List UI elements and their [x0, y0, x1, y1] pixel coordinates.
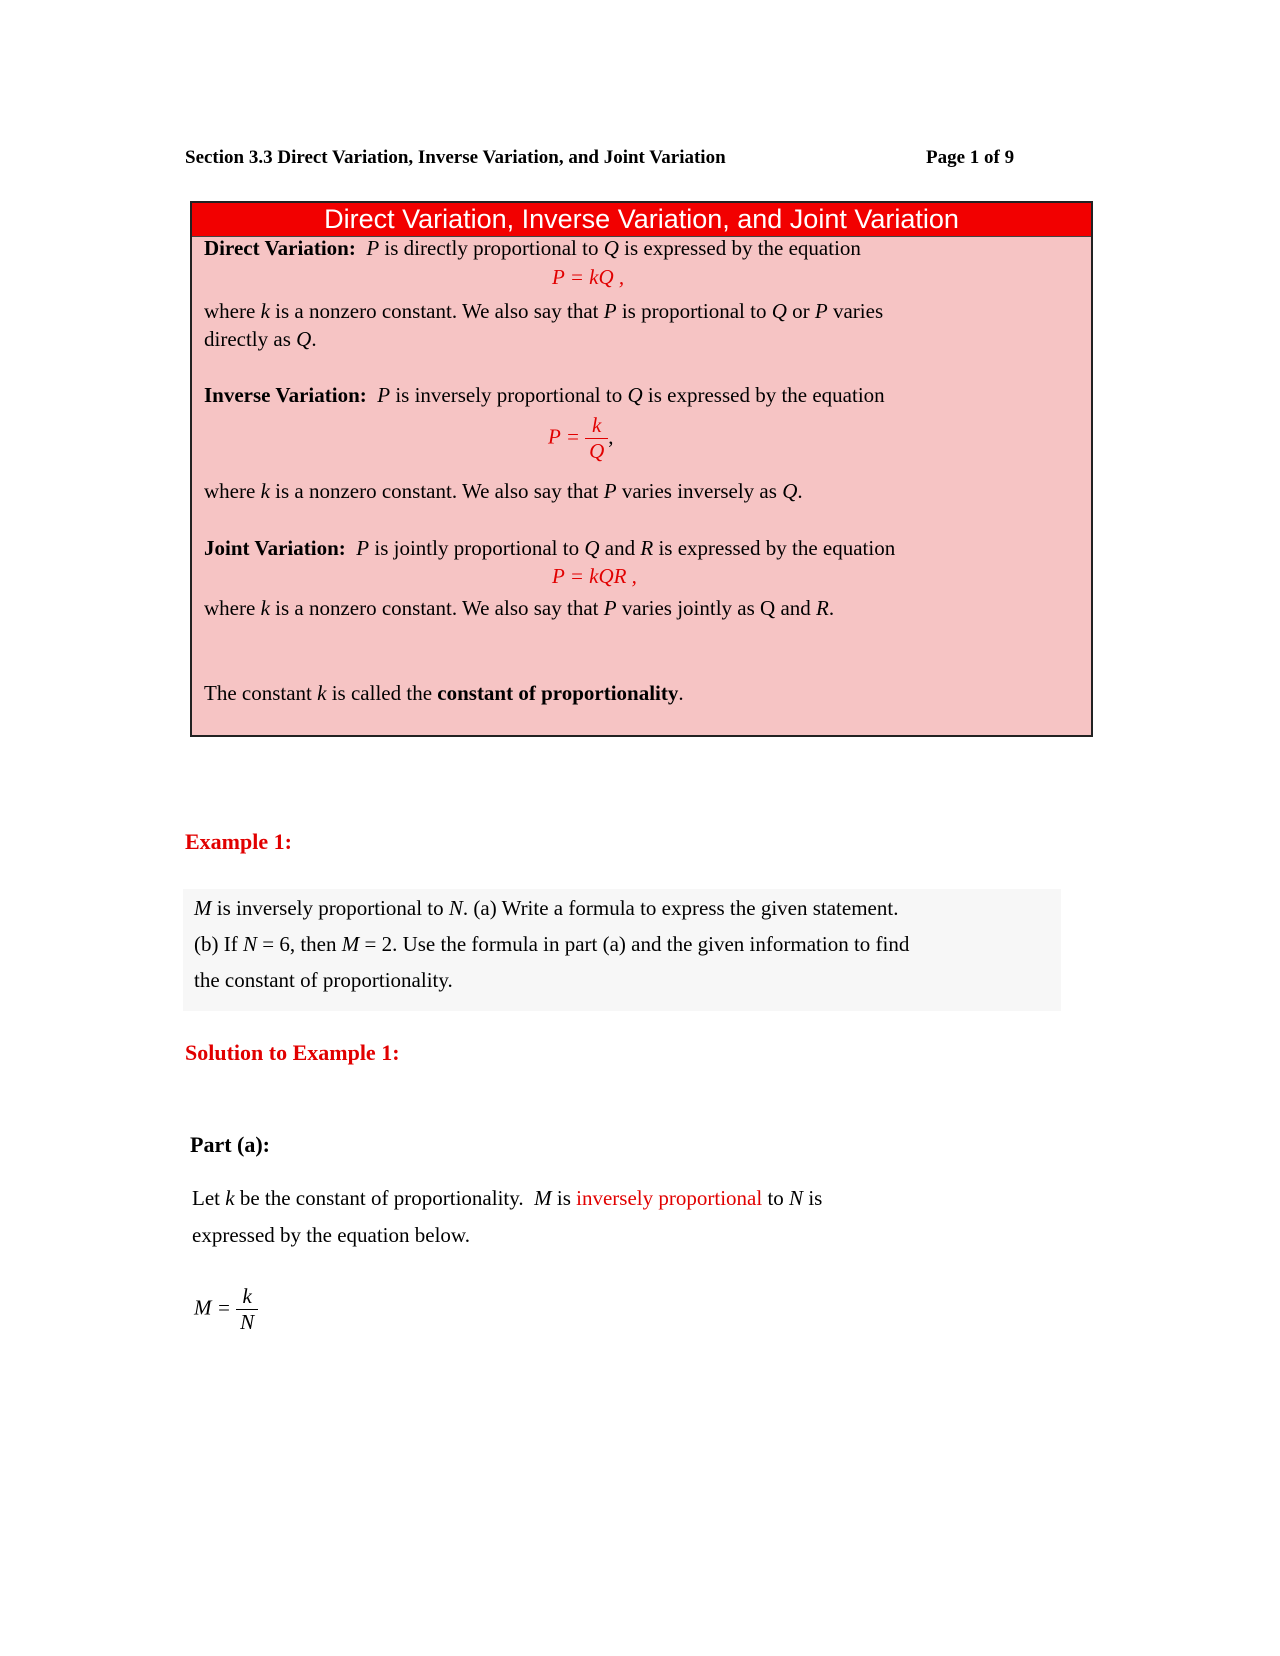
symbol-n: N: [242, 932, 257, 956]
period: .: [311, 327, 317, 351]
solution-text: is: [556, 1186, 571, 1210]
solution-eq-lhs: M =: [194, 1295, 231, 1320]
inverse-where-text: is a nonzero constant. We also say that: [275, 479, 599, 503]
direct-or: or: [792, 299, 810, 323]
symbol-k: k: [260, 479, 270, 503]
direct-equation: P = kQ ,: [552, 265, 625, 289]
direct-variation-line: [204, 236, 861, 261]
inverse-fraction: [585, 413, 608, 464]
constant-of-proportionality-term: constant of proportionality: [437, 681, 679, 705]
joint-variation-heading: Joint Variation:: [204, 536, 346, 560]
inverse-variation-line: [204, 383, 885, 408]
symbol-m: M: [194, 896, 212, 920]
symbol-p: P: [603, 479, 617, 503]
symbol-q: Q: [771, 299, 787, 323]
symbol-p: P: [814, 299, 828, 323]
solution-text: Let: [192, 1186, 220, 1210]
inverse-tail: is expressed by the equation: [647, 383, 885, 407]
part-a-heading: Part (a):: [190, 1132, 271, 1157]
inverse-eq-lhs: P =: [548, 424, 580, 449]
joint-lead: is jointly proportional to: [374, 536, 580, 560]
solution-equation: [194, 1284, 258, 1335]
period: .: [828, 596, 835, 620]
symbol-p: P: [603, 299, 617, 323]
example-1-line-1: [194, 896, 898, 921]
symbol-m: M: [341, 932, 360, 956]
inverse-lead: is inversely proportional to: [395, 383, 623, 407]
where-word: where: [204, 479, 256, 503]
inversely-proportional-highlight: inversely proportional: [576, 1186, 763, 1210]
symbol-k: k: [260, 596, 270, 620]
symbol-k: k: [317, 681, 327, 705]
fraction-numerator: k: [592, 413, 602, 437]
page-number: Page 1 of 9: [926, 147, 1015, 168]
inverse-where-text-2: varies inversely as: [621, 479, 777, 503]
period: .: [797, 479, 803, 503]
symbol-r: R: [816, 596, 829, 620]
solution-line-1: [192, 1186, 822, 1211]
constant-note: [204, 681, 684, 706]
period: .: [678, 681, 684, 705]
symbol-q: Q: [603, 236, 619, 260]
inverse-equation: [548, 413, 614, 464]
inverse-variation-heading: Inverse Variation:: [204, 383, 367, 407]
joint-where-text-2: varies jointly as Q and: [621, 596, 811, 620]
constant-note-prefix: The constant: [204, 681, 312, 705]
fraction-denominator: N: [236, 1309, 258, 1335]
inverse-where-line: [204, 479, 803, 504]
direct-variation-heading: Direct Variation:: [204, 236, 356, 260]
solution-text: be the constant of proportionality.: [239, 1186, 524, 1210]
symbol-k: k: [260, 299, 270, 323]
where-word: where: [204, 299, 256, 323]
symbol-q: Q: [296, 327, 312, 351]
joint-and: and: [604, 536, 636, 560]
fraction-numerator: k: [242, 1284, 252, 1308]
direct-where-text-2: is proportional to: [621, 299, 767, 323]
symbol-p: P: [377, 383, 391, 407]
symbol-p: P: [603, 596, 617, 620]
example-1-text: is inversely proportional to: [216, 896, 444, 920]
symbol-p: P: [366, 236, 380, 260]
directly-as-text: directly as: [204, 327, 291, 351]
solution-fraction: [236, 1284, 258, 1335]
symbol-q: Q: [782, 479, 798, 503]
symbol-n: N: [448, 896, 463, 920]
solution-1-heading: Solution to Example 1:: [185, 1040, 400, 1065]
joint-variation-line: [204, 536, 895, 561]
direct-line-3: [204, 327, 317, 352]
solution-line-2: expressed by the equation below.: [192, 1223, 470, 1247]
joint-where-text: is a nonzero constant. We also say that: [275, 596, 599, 620]
direct-varies: varies: [832, 299, 884, 323]
symbol-q: Q: [584, 536, 600, 560]
symbol-m: M: [534, 1186, 552, 1210]
joint-where-line: [204, 596, 834, 621]
example-1-line-2: [194, 932, 909, 957]
solution-text: to: [767, 1186, 784, 1210]
symbol-q: Q: [627, 383, 643, 407]
solution-text: is: [808, 1186, 823, 1210]
symbol-p: P: [356, 536, 370, 560]
direct-lead: is directly proportional to: [384, 236, 599, 260]
where-word: where: [204, 596, 256, 620]
symbol-n: N: [789, 1186, 804, 1210]
symbol-r: R: [640, 536, 654, 560]
inverse-eq-comma: ,: [608, 424, 614, 449]
definition-box: [190, 201, 1093, 737]
example-1-text: . (a) Write a formula to express the given statement.: [462, 896, 899, 920]
fraction-denominator: Q: [585, 438, 608, 464]
section-title: Section 3.3 Direct Variation, Inverse Variation, and Joint Variation: [185, 147, 726, 168]
direct-tail: is expressed by the equation: [624, 236, 861, 260]
example-1-line-3: the constant of proportionality.: [194, 968, 453, 992]
joint-equation: P = kQR ,: [552, 564, 637, 588]
direct-where-line: [204, 299, 883, 324]
joint-tail: is expressed by the equation: [658, 536, 896, 560]
example-1-text: (b) If: [194, 932, 238, 956]
example-1-text: = 2. Use the formula in part (a) and the given information to find: [364, 932, 910, 956]
example-1-heading: Example 1:: [185, 829, 292, 854]
direct-where-text: is a nonzero constant. We also say that: [275, 299, 599, 323]
example-1-text: = 6, then: [262, 932, 337, 956]
definition-box-title: Direct Variation, Inverse Variation, and Joint Variation: [192, 203, 1091, 237]
constant-note-middle: is called the: [331, 681, 433, 705]
symbol-k: k: [225, 1186, 235, 1210]
